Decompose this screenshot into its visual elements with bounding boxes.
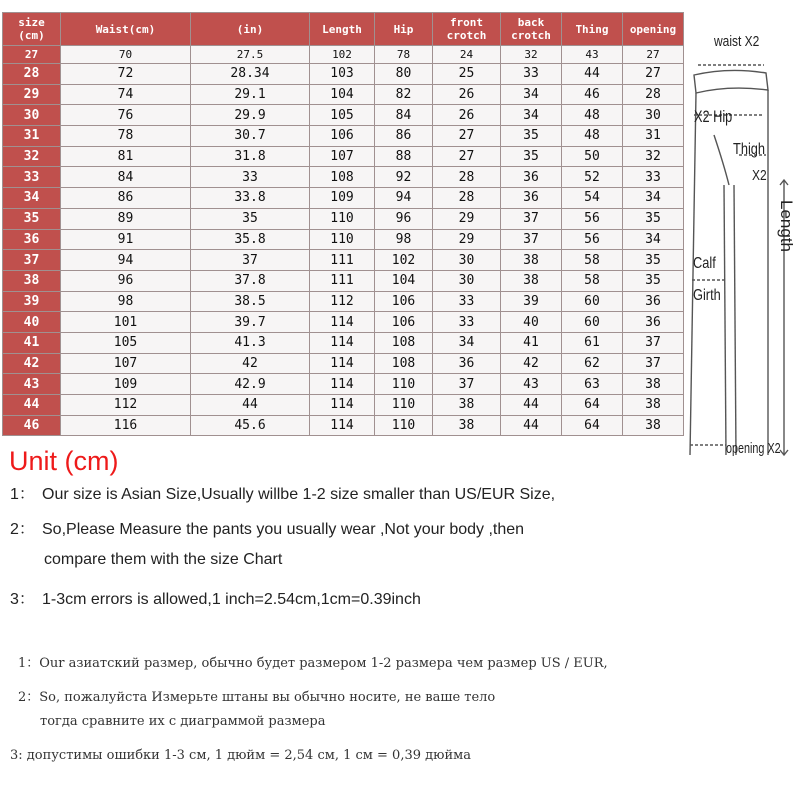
table-cell: 111 (310, 250, 375, 271)
table-cell: 36 (623, 291, 684, 312)
table-row (3, 46, 684, 64)
table-row (3, 229, 684, 250)
table-cell: 34 (501, 105, 562, 126)
note-ru-3: 3: допустимы ошибки 1-3 см, 1 дюйм = 2,54 см, 1 см = 0,39 дюйма (10, 748, 471, 763)
table-cell: 108 (375, 353, 433, 374)
diagram-girth-label: Girth (693, 287, 721, 304)
table-cell: 81 (61, 146, 191, 167)
table-cell: 37 (623, 332, 684, 353)
table-cell: 38 (623, 415, 684, 436)
note-en-1 (10, 481, 555, 504)
table-cell: 102 (375, 250, 433, 271)
note-en-2-continued: compare them with the size Chart (44, 551, 283, 568)
table-cell: 39.7 (191, 312, 310, 333)
size-cell: 29 (3, 84, 61, 105)
size-cell: 39 (3, 291, 61, 312)
table-cell: 94 (375, 188, 433, 209)
table-cell: 43 (501, 374, 562, 395)
table-cell: 94 (61, 250, 191, 271)
table-cell: 104 (310, 84, 375, 105)
table-cell: 37 (501, 229, 562, 250)
table-cell: 108 (310, 167, 375, 188)
table-cell: 50 (562, 146, 623, 167)
table-cell: 29 (433, 208, 501, 229)
table-cell: 34 (501, 84, 562, 105)
table-cell: 48 (562, 105, 623, 126)
note-ru-2-continued: тогда сравните их с диаграммой размера (40, 714, 326, 729)
size-cell: 41 (3, 332, 61, 353)
table-cell: 92 (375, 167, 433, 188)
table-cell: 35 (623, 208, 684, 229)
table-cell: 38.5 (191, 291, 310, 312)
header-waist-in: (in) (191, 13, 310, 46)
table-cell: 39 (501, 291, 562, 312)
table-cell: 42 (501, 353, 562, 374)
table-row (3, 415, 684, 436)
table-cell: 58 (562, 270, 623, 291)
table-cell: 33 (623, 167, 684, 188)
table-cell: 114 (310, 353, 375, 374)
size-cell: 42 (3, 353, 61, 374)
diagram-hip-label: X2 Hip (694, 107, 733, 126)
table-row (3, 167, 684, 188)
unit-title: Unit (cm) (9, 446, 119, 476)
table-row (3, 312, 684, 333)
table-cell: 40 (501, 312, 562, 333)
table-row (3, 188, 684, 209)
table-cell: 91 (61, 229, 191, 250)
table-cell: 35 (501, 126, 562, 147)
table-cell: 28.34 (191, 64, 310, 85)
table-cell: 88 (375, 146, 433, 167)
size-cell: 40 (3, 312, 61, 333)
diagram-calf-label: Calf (693, 255, 716, 272)
table-cell: 114 (310, 395, 375, 416)
size-cell: 32 (3, 146, 61, 167)
size-cell: 36 (3, 229, 61, 250)
note-text: Our size is Asian Size,Usually willbe 1-2 size smaller than US/EUR Size, (42, 486, 556, 503)
table-row (3, 64, 684, 85)
table-cell: 72 (61, 64, 191, 85)
table-cell: 30.7 (191, 126, 310, 147)
table-cell: 60 (562, 291, 623, 312)
table-cell: 56 (562, 229, 623, 250)
table-cell: 86 (61, 188, 191, 209)
table-cell: 35 (501, 146, 562, 167)
table-cell: 56 (562, 208, 623, 229)
table-row (3, 395, 684, 416)
table-cell: 31 (623, 126, 684, 147)
table-cell: 25 (433, 64, 501, 85)
table-cell: 27.5 (191, 46, 310, 64)
table-cell: 82 (375, 84, 433, 105)
table-cell: 38 (433, 395, 501, 416)
table-row (3, 353, 684, 374)
table-cell: 28 (623, 84, 684, 105)
table-cell: 48 (562, 126, 623, 147)
table-cell: 33 (433, 291, 501, 312)
note-text: 1-3cm errors is allowed,1 inch=2.54cm,1cm=0.39inch (42, 591, 421, 608)
size-cell: 28 (3, 64, 61, 85)
table-cell: 34 (623, 229, 684, 250)
diagram-opening-label: opening X2 (726, 440, 781, 457)
header-thigh: Thing (562, 13, 623, 46)
table-row (3, 84, 684, 105)
table-cell: 30 (433, 270, 501, 291)
header-length: Length (310, 13, 375, 46)
size-chart-table (2, 12, 684, 436)
header-waist-cm: Waist(cm) (61, 13, 191, 46)
table-cell: 34 (433, 332, 501, 353)
table-cell: 38 (501, 250, 562, 271)
note-number: 2： (10, 521, 35, 538)
size-cell: 33 (3, 167, 61, 188)
table-cell: 106 (375, 312, 433, 333)
size-cell: 38 (3, 270, 61, 291)
table-cell: 107 (310, 146, 375, 167)
table-row (3, 250, 684, 271)
header-size: size (cm) (3, 13, 61, 46)
table-cell: 29.1 (191, 84, 310, 105)
size-cell: 35 (3, 208, 61, 229)
table-cell: 44 (501, 415, 562, 436)
table-cell: 84 (61, 167, 191, 188)
table-body (3, 46, 684, 436)
note-number: 1： (10, 486, 35, 503)
table-cell: 32 (501, 46, 562, 64)
table-cell: 109 (310, 188, 375, 209)
table-cell: 63 (562, 374, 623, 395)
diagram-thigh-label: Thigh (733, 141, 766, 158)
table-cell: 33 (433, 312, 501, 333)
table-cell: 61 (562, 332, 623, 353)
table-cell: 110 (375, 415, 433, 436)
header-back-crotch: back crotch (501, 13, 562, 46)
table-cell: 96 (61, 270, 191, 291)
table-cell: 35 (191, 208, 310, 229)
pants-diagram (684, 15, 800, 460)
table-cell: 105 (310, 105, 375, 126)
table-cell: 38 (501, 270, 562, 291)
table-cell: 24 (433, 46, 501, 64)
size-cell: 37 (3, 250, 61, 271)
diagram-thigh-x2-label: X2 (752, 167, 767, 184)
table-cell: 64 (562, 415, 623, 436)
diagram-length-label: Length (777, 200, 796, 252)
table-cell: 112 (310, 291, 375, 312)
table-cell: 114 (310, 312, 375, 333)
table-cell: 43 (562, 46, 623, 64)
header-hip: Hip (375, 13, 433, 46)
table-cell: 78 (375, 46, 433, 64)
table-cell: 60 (562, 312, 623, 333)
table-cell: 33.8 (191, 188, 310, 209)
table-cell: 110 (375, 395, 433, 416)
table-cell: 114 (310, 374, 375, 395)
note-en-2 (10, 516, 524, 539)
table-cell: 28 (433, 188, 501, 209)
table-cell: 45.6 (191, 415, 310, 436)
table-cell: 103 (310, 64, 375, 85)
table-cell: 58 (562, 250, 623, 271)
table-cell: 98 (375, 229, 433, 250)
table-cell: 29.9 (191, 105, 310, 126)
table-cell: 64 (562, 395, 623, 416)
table-cell: 78 (61, 126, 191, 147)
table-row (3, 126, 684, 147)
table-cell: 80 (375, 64, 433, 85)
table-cell: 74 (61, 84, 191, 105)
table-cell: 89 (61, 208, 191, 229)
diagram-waist-label: waist X2 (714, 33, 760, 50)
table-cell: 114 (310, 415, 375, 436)
table-cell: 42.9 (191, 374, 310, 395)
table-cell: 36 (433, 353, 501, 374)
size-cell: 46 (3, 415, 61, 436)
table-cell: 26 (433, 105, 501, 126)
size-cell: 31 (3, 126, 61, 147)
size-cell: 30 (3, 105, 61, 126)
table-cell: 38 (623, 374, 684, 395)
table-cell: 38 (433, 415, 501, 436)
table-cell: 37 (623, 353, 684, 374)
header-opening: opening (623, 13, 684, 46)
table-cell: 30 (433, 250, 501, 271)
size-cell: 27 (3, 46, 61, 64)
table-row (3, 270, 684, 291)
table-cell: 33 (501, 64, 562, 85)
table-cell: 106 (310, 126, 375, 147)
table-cell: 32 (623, 146, 684, 167)
table-cell: 29 (433, 229, 501, 250)
table-cell: 105 (61, 332, 191, 353)
table-cell: 42 (191, 353, 310, 374)
table-cell: 84 (375, 105, 433, 126)
table-cell: 109 (61, 374, 191, 395)
table-cell: 110 (310, 208, 375, 229)
header-front-crotch: front crotch (433, 13, 501, 46)
table-cell: 26 (433, 84, 501, 105)
note-text: So,Please Measure the pants you usually wear ,Not your body ,then (42, 521, 525, 538)
table-cell: 114 (310, 332, 375, 353)
table-cell: 37 (191, 250, 310, 271)
table-cell: 44 (501, 395, 562, 416)
table-cell: 31.8 (191, 146, 310, 167)
table-cell: 27 (623, 46, 684, 64)
table-cell: 33 (191, 167, 310, 188)
table-cell: 102 (310, 46, 375, 64)
table-row (3, 374, 684, 395)
table-cell: 36 (501, 167, 562, 188)
table-cell: 111 (310, 270, 375, 291)
table-cell: 41.3 (191, 332, 310, 353)
table-cell: 96 (375, 208, 433, 229)
table-cell: 37.8 (191, 270, 310, 291)
table-cell: 110 (375, 374, 433, 395)
table-cell: 108 (375, 332, 433, 353)
table-cell: 52 (562, 167, 623, 188)
table-cell: 101 (61, 312, 191, 333)
table-cell: 28 (433, 167, 501, 188)
note-number: 3： (10, 591, 35, 608)
table-cell: 104 (375, 270, 433, 291)
table-cell: 27 (433, 146, 501, 167)
table-cell: 34 (623, 188, 684, 209)
table-cell: 35 (623, 250, 684, 271)
size-cell: 44 (3, 395, 61, 416)
table-row (3, 332, 684, 353)
table-cell: 27 (433, 126, 501, 147)
table-row (3, 146, 684, 167)
table-cell: 46 (562, 84, 623, 105)
table-cell: 62 (562, 353, 623, 374)
table-cell: 116 (61, 415, 191, 436)
table-header-row (3, 13, 684, 46)
table-cell: 27 (623, 64, 684, 85)
note-ru-1: 1：Our азиатский размер, обычно будет размером 1-2 размера чем размер US / EUR, (18, 656, 608, 671)
table-cell: 110 (310, 229, 375, 250)
table-cell: 35 (623, 270, 684, 291)
table-cell: 37 (501, 208, 562, 229)
table-cell: 44 (191, 395, 310, 416)
table-cell: 98 (61, 291, 191, 312)
table-cell: 38 (623, 395, 684, 416)
table-cell: 44 (562, 64, 623, 85)
table-cell: 70 (61, 46, 191, 64)
size-cell: 34 (3, 188, 61, 209)
table-row (3, 105, 684, 126)
table-cell: 86 (375, 126, 433, 147)
table-cell: 41 (501, 332, 562, 353)
note-en-3 (10, 586, 421, 609)
table-cell: 106 (375, 291, 433, 312)
table-cell: 54 (562, 188, 623, 209)
table-cell: 36 (501, 188, 562, 209)
table-cell: 35.8 (191, 229, 310, 250)
table-row (3, 208, 684, 229)
table-cell: 37 (433, 374, 501, 395)
table-cell: 30 (623, 105, 684, 126)
note-ru-2: 2：So, пожалуйста Измерьте штаны вы обычно носите, не ваше тело (18, 690, 496, 705)
table-cell: 76 (61, 105, 191, 126)
table-cell: 36 (623, 312, 684, 333)
table-cell: 107 (61, 353, 191, 374)
table-row (3, 291, 684, 312)
table-cell: 112 (61, 395, 191, 416)
size-cell: 43 (3, 374, 61, 395)
